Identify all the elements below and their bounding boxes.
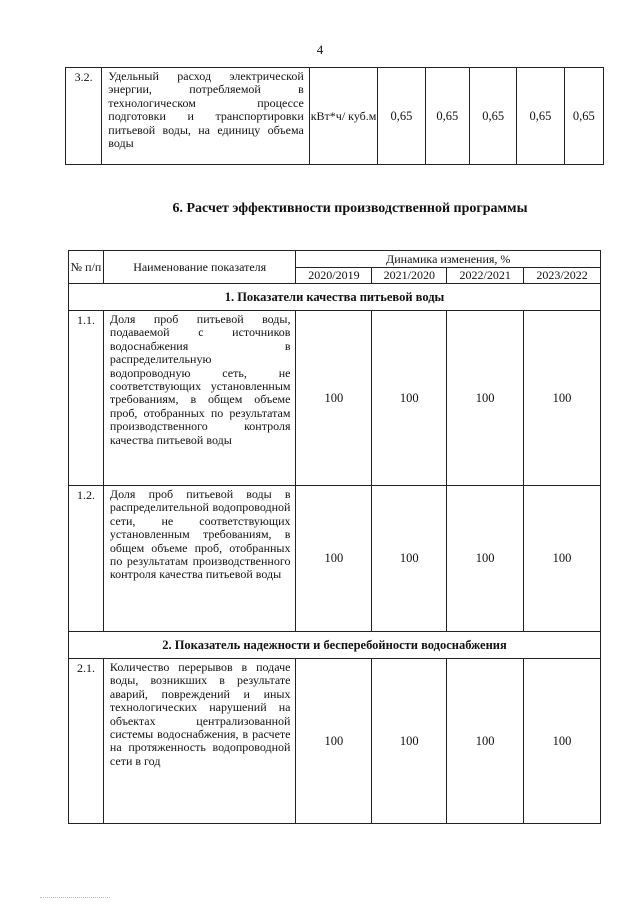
value-cell: 100	[296, 659, 372, 824]
indicator-name: Доля проб питьевой воды, подаваемой с источников водоснабжения в распределительную водопроводную сеть, не соответствующих установленным требованиям, в общем объеме проб, отобранных по результатам производственного контроля качества питьевой воды	[103, 311, 296, 486]
value-cell: 0,65	[469, 68, 516, 165]
value-cell: 100	[296, 311, 372, 486]
value-cell: 100	[447, 311, 524, 486]
section-title: 6. Расчет эффективности производственной программы	[172, 201, 528, 216]
section-row	[69, 632, 601, 659]
header-year: 2020/2019	[296, 268, 372, 284]
header-dynamics: Динамика изменения, %	[296, 251, 601, 268]
row-number: 1.2.	[69, 486, 104, 632]
value-cell: 100	[372, 659, 447, 824]
value-cell: 0,65	[564, 68, 603, 165]
value-cell: 100	[296, 486, 372, 632]
table-row	[66, 68, 604, 165]
table-row	[69, 486, 601, 632]
table-row	[69, 659, 601, 824]
value-cell: 100	[447, 659, 524, 824]
value-cell: 100	[372, 486, 447, 632]
row-number: 2.1.	[69, 659, 104, 824]
unit-cell: кВт*ч/ куб.м	[309, 68, 378, 165]
indicator-name: Доля проб питьевой воды в распределительной водопроводной сети, не соответствующих установленным требованиям, в общем объеме проб, отобранных по результатам производственного контроля качества питьевой воды	[103, 486, 296, 632]
value-cell: 100	[447, 486, 524, 632]
header-num: № п/п	[69, 251, 104, 284]
header-year: 2022/2021	[447, 268, 524, 284]
header-year: 2021/2020	[372, 268, 447, 284]
section-heading: 1. Показатели качества питьевой воды	[69, 284, 601, 311]
header-year: 2023/2022	[524, 268, 601, 284]
value-cell: 0,65	[517, 68, 564, 165]
efficiency-table	[68, 250, 601, 824]
indicator-name: Удельный расход электрической энергии, потребляемой в технологическом процессе подготовки и транспортировки питьевой воды, на единицу объема воды	[102, 68, 310, 165]
value-cell: 100	[524, 311, 601, 486]
indicator-name: Количество перерывов в подаче воды, возникших в результате аварий, повреждений и иных технологических нарушений на объектах централизованной системы водоснабжения, в расчете на протяженность водопроводной сети в год	[103, 659, 296, 824]
page-number: 4	[316, 42, 324, 57]
header-name: Наименование показателя	[103, 251, 296, 284]
header-row	[69, 251, 601, 268]
section-row	[69, 284, 601, 311]
value-cell: 100	[372, 311, 447, 486]
value-cell: 100	[524, 486, 601, 632]
scan-artifact	[40, 897, 110, 904]
section-heading: 2. Показатель надежности и бесперебойности водоснабжения	[69, 632, 601, 659]
table-row	[69, 311, 601, 486]
value-cell: 0,65	[425, 68, 469, 165]
row-number: 1.1.	[69, 311, 104, 486]
value-cell: 0,65	[378, 68, 425, 165]
row-number: 3.2.	[66, 68, 102, 165]
value-cell: 100	[524, 659, 601, 824]
top-table	[65, 67, 604, 165]
